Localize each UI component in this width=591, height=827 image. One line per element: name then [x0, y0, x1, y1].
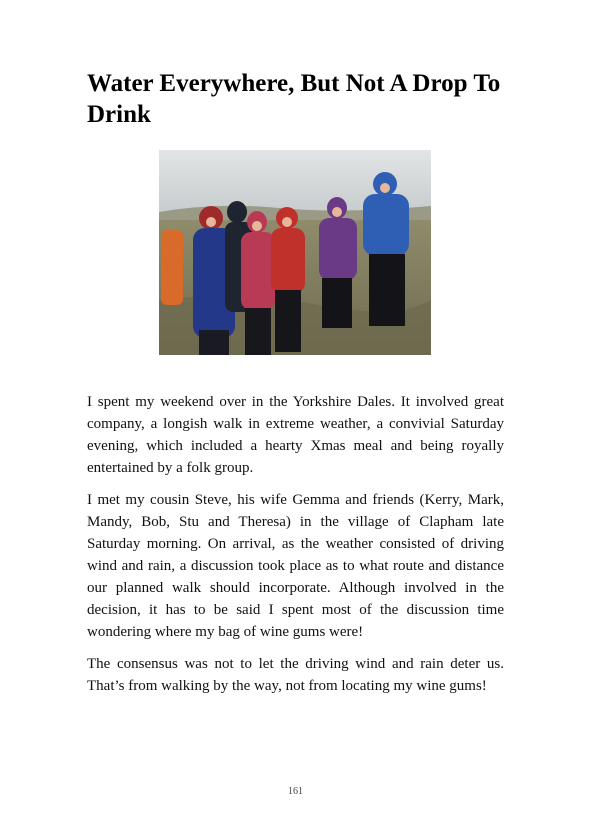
paragraph: I met my cousin Steve, his wife Gemma and friends (Kerry, Mark, Mandy, Bob, Stu and Theresa) in the village of Clapham late Saturday morning. On arrival, as the weather consisted of driving wind and rain, a discussion took place as to what route and distance our planned walk should incorporate. Although involved in the decision, it has to be said I spent most of the discussion time wondering where my bag of wine gums were! — [87, 492, 504, 640]
chapter-body — [87, 391, 504, 707]
hikers-in-rain-illustration — [159, 150, 431, 355]
chapter-title: Water Everywhere, But Not A Drop To Drink — [87, 70, 501, 128]
paragraph: I spent my weekend over in the Yorkshire Dales. It involved great company, a longish walk in extreme weather, a convivial Saturday evening, which included a hearty Xmas meal and being royally entertained by a folk group. — [87, 394, 504, 476]
paragraph: The consensus was not to let the driving wind and rain deter us. That’s from walking by the way, not from locating my wine gums! — [87, 656, 504, 694]
group-photo — [159, 150, 431, 355]
page-number: 161 — [288, 786, 303, 797]
